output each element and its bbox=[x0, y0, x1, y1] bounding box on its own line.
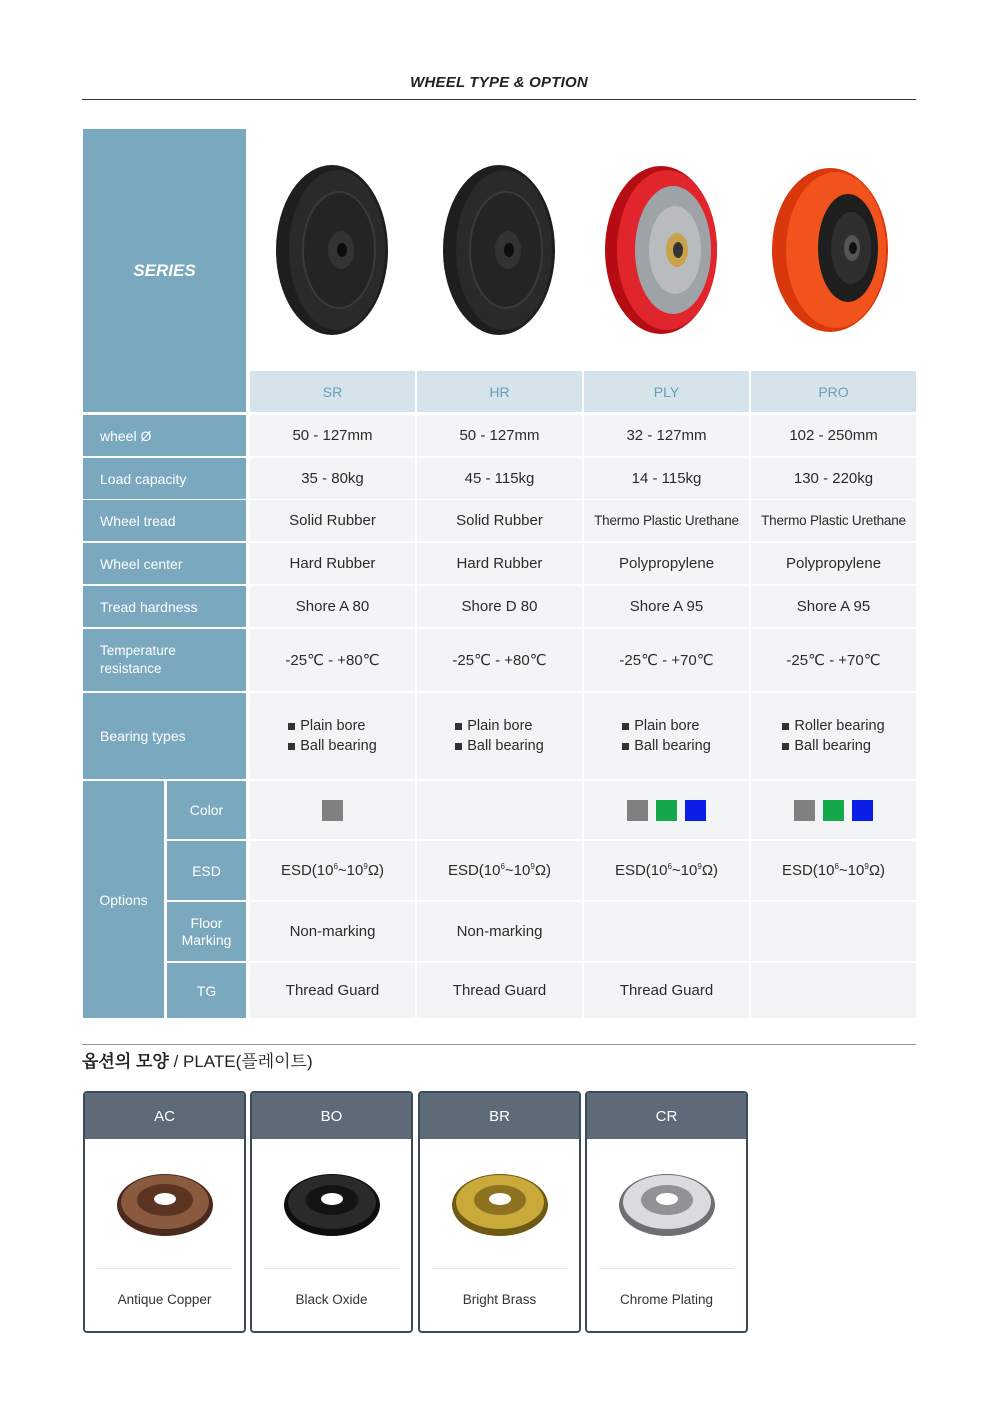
title-divider bbox=[82, 99, 916, 100]
cell-tg-sr: Thread Guard bbox=[250, 963, 415, 1018]
color-swatch-green bbox=[823, 800, 844, 821]
plate-code: BR bbox=[420, 1093, 579, 1139]
cell-floor-marking-ply bbox=[584, 902, 749, 961]
color-swatch-green bbox=[656, 800, 677, 821]
plate-image-bright-brass bbox=[432, 1139, 567, 1269]
cell-load-capacity-pro: 130 - 220kg bbox=[751, 458, 916, 499]
plate-image-chrome-plating bbox=[599, 1139, 734, 1269]
esd-value: $ESD(10^6\sim 10^9\Omega)$ bbox=[614, 862, 719, 879]
bearing-list bbox=[622, 716, 711, 756]
cell-floor-marking-hr: Non-marking bbox=[417, 902, 582, 961]
cell-bearing-ply bbox=[584, 693, 749, 779]
cell-tread-hardness-ply: Shore A 95 bbox=[584, 586, 749, 627]
plate-card-ac bbox=[83, 1091, 246, 1333]
cell-tg-ply: Thread Guard bbox=[584, 963, 749, 1018]
esd-value: $ESD(10^6\sim 10^9\Omega)$ bbox=[280, 862, 385, 879]
bearing-item: Ball bearing bbox=[622, 736, 711, 756]
bearing-item: Plain bore bbox=[455, 716, 544, 736]
cell-wheel-diameter-sr: 50 - 127mm bbox=[250, 415, 415, 456]
color-swatch-blue bbox=[852, 800, 873, 821]
cell-bearing-sr bbox=[250, 693, 415, 779]
row-label-bearing-types: Bearing types bbox=[83, 693, 246, 779]
cell-color-ply bbox=[584, 781, 749, 839]
row-label-temperature-line2: resistance bbox=[100, 661, 162, 676]
cell-color-hr bbox=[417, 781, 582, 839]
bearing-list bbox=[782, 716, 884, 756]
plate-card-cr bbox=[585, 1091, 748, 1333]
color-swatch-gray bbox=[322, 800, 343, 821]
row-label-temperature-resistance bbox=[83, 629, 246, 691]
page-title: WHEEL TYPE & OPTION bbox=[410, 74, 588, 91]
plate-name: Bright Brass bbox=[462, 1291, 537, 1307]
row-label-wheel-diameter: wheel Ø bbox=[83, 415, 246, 456]
cell-esd-ply bbox=[584, 841, 749, 900]
series-header-sr: SR bbox=[250, 371, 415, 412]
wheel-image-ply bbox=[583, 130, 748, 370]
esd-value: $ESD(10^6\sim 10^9\Omega)$ bbox=[447, 862, 552, 879]
cell-wheel-center-sr: Hard Rubber bbox=[250, 543, 415, 584]
cell-esd-sr bbox=[250, 841, 415, 900]
plate-image-antique-copper bbox=[97, 1139, 232, 1269]
plate-name: Chrome Plating bbox=[619, 1291, 714, 1307]
row-label-wheel-tread: Wheel tread bbox=[83, 500, 246, 541]
color-swatch-blue bbox=[685, 800, 706, 821]
cell-wheel-center-pro: Polypropylene bbox=[751, 543, 916, 584]
bearing-item: Ball bearing bbox=[288, 736, 377, 756]
row-label-wheel-center: Wheel center bbox=[83, 543, 246, 584]
cell-floor-marking-pro bbox=[751, 902, 916, 961]
cell-wheel-diameter-ply: 32 - 127mm bbox=[584, 415, 749, 456]
bearing-item: Plain bore bbox=[622, 716, 711, 736]
cell-esd-pro bbox=[751, 841, 916, 900]
cell-esd-hr bbox=[417, 841, 582, 900]
cell-wheel-center-hr: Hard Rubber bbox=[417, 543, 582, 584]
cell-color-sr bbox=[250, 781, 415, 839]
cell-floor-marking-sr: Non-marking bbox=[250, 902, 415, 961]
wheel-image-hr bbox=[416, 130, 581, 370]
bearing-list bbox=[288, 716, 377, 756]
color-swatch-gray bbox=[627, 800, 648, 821]
bearing-item: Ball bearing bbox=[782, 736, 884, 756]
plate-name: Antique Copper bbox=[117, 1291, 212, 1307]
option-label-tg: TG bbox=[167, 963, 246, 1018]
row-label-load-capacity: Load capacity bbox=[83, 458, 246, 499]
cell-load-capacity-ply: 14 - 115kg bbox=[584, 458, 749, 499]
cell-tread-hardness-sr: Shore A 80 bbox=[250, 586, 415, 627]
option-label-esd: ESD bbox=[167, 841, 246, 900]
floor-label-line1: Floor bbox=[190, 914, 223, 931]
series-header-ply: PLY bbox=[584, 371, 749, 412]
cell-temperature-ply: -25℃ - +70℃ bbox=[584, 629, 749, 691]
options-label: Options bbox=[83, 781, 164, 1018]
cell-color-pro bbox=[751, 781, 916, 839]
cell-wheel-center-ply: Polypropylene bbox=[584, 543, 749, 584]
esd-value: $ESD(10^6\sim 10^9\Omega)$ bbox=[781, 862, 886, 879]
cell-wheel-diameter-pro: 102 - 250mm bbox=[751, 415, 916, 456]
plate-code: BO bbox=[252, 1093, 411, 1139]
cell-temperature-sr: -25℃ - +80℃ bbox=[250, 629, 415, 691]
floor-label-line2: Marking bbox=[181, 931, 232, 948]
cell-wheel-tread-ply: Thermo Plastic Urethane bbox=[584, 500, 749, 541]
row-label-tread-hardness: Tread hardness bbox=[83, 586, 246, 627]
cell-load-capacity-sr: 35 - 80kg bbox=[250, 458, 415, 499]
plate-image-black-oxide bbox=[264, 1139, 399, 1269]
cell-wheel-tread-sr: Solid Rubber bbox=[250, 500, 415, 541]
cell-tg-hr: Thread Guard bbox=[417, 963, 582, 1018]
plate-card-br bbox=[418, 1091, 581, 1333]
series-header-hr: HR bbox=[417, 371, 582, 412]
plate-card-bo bbox=[250, 1091, 413, 1333]
wheel-image-pro bbox=[750, 130, 915, 370]
color-swatch-gray bbox=[794, 800, 815, 821]
cell-wheel-tread-hr: Solid Rubber bbox=[417, 500, 582, 541]
row-label-temperature-line1: Temperature bbox=[100, 643, 176, 658]
bearing-item: Roller bearing bbox=[782, 716, 884, 736]
cell-tg-pro bbox=[751, 963, 916, 1018]
wheel-image-sr bbox=[249, 130, 414, 370]
cell-bearing-pro bbox=[751, 693, 916, 779]
cell-temperature-hr: -25℃ - +80℃ bbox=[417, 629, 582, 691]
cell-bearing-hr bbox=[417, 693, 582, 779]
plate-code: AC bbox=[85, 1093, 244, 1139]
plate-section-title: 옵션의 모양 / PLATE(플레이트) bbox=[82, 1052, 313, 1071]
cell-tread-hardness-hr: Shore D 80 bbox=[417, 586, 582, 627]
cell-load-capacity-hr: 45 - 115kg bbox=[417, 458, 582, 499]
plate-code: CR bbox=[587, 1093, 746, 1139]
cell-temperature-pro: -25℃ - +70℃ bbox=[751, 629, 916, 691]
plate-name: Black Oxide bbox=[295, 1291, 368, 1307]
cell-wheel-tread-pro: Thermo Plastic Urethane bbox=[751, 500, 916, 541]
cell-wheel-diameter-hr: 50 - 127mm bbox=[417, 415, 582, 456]
series-header-pro: PRO bbox=[751, 371, 916, 412]
series-label: SERIES bbox=[83, 129, 246, 412]
bearing-list bbox=[455, 716, 544, 756]
option-label-color: Color bbox=[167, 781, 246, 839]
bearing-item: Plain bore bbox=[288, 716, 377, 736]
option-label-floor-marking bbox=[167, 902, 246, 961]
bearing-item: Ball bearing bbox=[455, 736, 544, 756]
cell-tread-hardness-pro: Shore A 95 bbox=[751, 586, 916, 627]
plate-section-divider bbox=[82, 1044, 916, 1045]
